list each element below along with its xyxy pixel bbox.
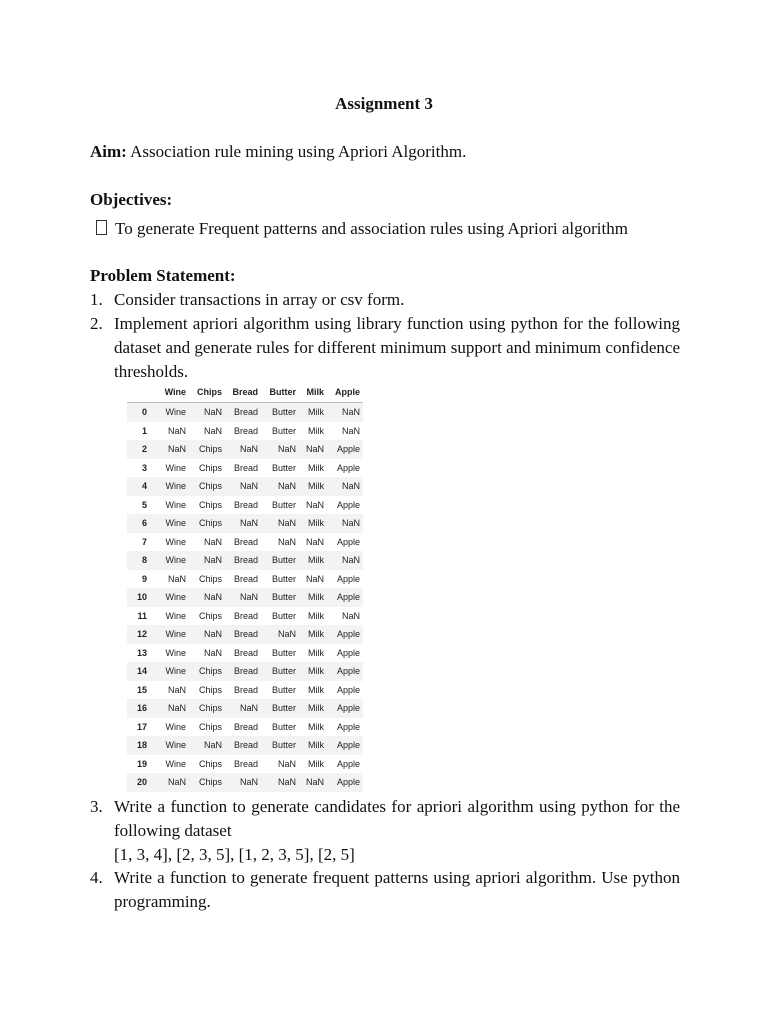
- table-cell: Chips: [199, 444, 223, 455]
- table-cell: Wine: [165, 647, 187, 658]
- table-cell: Bread: [233, 610, 259, 621]
- table-row: [127, 533, 363, 552]
- table-row: [127, 588, 363, 607]
- row-index: 9: [142, 573, 148, 584]
- page-title: Assignment 3: [335, 94, 433, 113]
- table-row: [127, 422, 363, 441]
- table-cell: Chips: [199, 518, 223, 529]
- table-row: [127, 755, 363, 774]
- table-cell: Wine: [165, 666, 187, 677]
- problem-item-text: Write a function to generate frequent patterns using apriori algorithm. Use python programming.: [114, 868, 680, 911]
- table-cell: NaN: [204, 425, 223, 436]
- table-row: [127, 607, 363, 626]
- table-row: [127, 644, 363, 663]
- table-cell: NaN: [204, 592, 223, 603]
- table-cell: NaN: [204, 740, 223, 751]
- table-cell: Milk: [308, 629, 325, 640]
- table-cell: Bread: [233, 462, 259, 473]
- table-cell: Apple: [336, 758, 361, 769]
- table-cell: Butter: [272, 647, 297, 658]
- index-header: [127, 382, 155, 403]
- table-cell: Bread: [233, 647, 259, 658]
- table-cell: Milk: [308, 610, 325, 621]
- table-cell: Milk: [308, 647, 325, 658]
- table-cell: Bread: [233, 555, 259, 566]
- table-cell: Butter: [272, 573, 297, 584]
- table-cell: Wine: [165, 758, 187, 769]
- table-cell: Butter: [272, 740, 297, 751]
- table-cell: Bread: [233, 740, 259, 751]
- table-row: [127, 625, 363, 644]
- table-cell: Milk: [308, 684, 325, 695]
- table-cell: Bread: [233, 758, 259, 769]
- table-cell: Bread: [233, 425, 259, 436]
- table-cell: NaN: [240, 592, 259, 603]
- row-index: 1: [142, 425, 148, 436]
- table-cell: Apple: [336, 573, 361, 584]
- table-cell: Wine: [165, 555, 187, 566]
- table-cell: Milk: [308, 740, 325, 751]
- table-cell: Milk: [308, 481, 325, 492]
- table-row: [127, 699, 363, 718]
- table-cell: NaN: [278, 629, 297, 640]
- problem-item-text: Implement apriori algorithm using library function using python for the following dataset and generate rules for different minimum support and minimum confidence thresholds.: [114, 314, 680, 381]
- table-cell: Milk: [308, 758, 325, 769]
- row-index: 15: [137, 684, 148, 695]
- table-cell: Chips: [199, 573, 223, 584]
- table-cell: Bread: [233, 407, 259, 418]
- table-cell: Apple: [336, 629, 361, 640]
- table-cell: Milk: [308, 666, 325, 677]
- table-cell: Bread: [233, 684, 259, 695]
- table-cell: Milk: [308, 592, 325, 603]
- table-row: [127, 662, 363, 681]
- table-cell: NaN: [204, 407, 223, 418]
- problem-item-number: 2.: [90, 314, 103, 333]
- table-cell: Bread: [233, 629, 259, 640]
- problem-item-2: [90, 312, 680, 384]
- table-cell: Butter: [272, 425, 297, 436]
- column-header: Chips: [189, 382, 225, 403]
- column-header: Bread: [225, 382, 261, 403]
- table-cell: NaN: [240, 518, 259, 529]
- problem-item-text: Write a function to generate candidates for apriori algorithm using python for the following dataset: [114, 797, 680, 840]
- row-index: 11: [137, 610, 148, 621]
- problem-item-4: [90, 866, 680, 914]
- row-index: 0: [142, 407, 148, 418]
- objective-text: To generate Frequent patterns and association rules using Apriori algorithm: [115, 219, 628, 238]
- table-cell: Bread: [233, 573, 259, 584]
- table-cell: Wine: [165, 462, 187, 473]
- table-cell: NaN: [278, 758, 297, 769]
- aim-label: Aim:: [90, 142, 127, 161]
- problem-item-number: 4.: [90, 868, 103, 887]
- row-index: 16: [137, 703, 148, 714]
- row-index: 6: [142, 518, 148, 529]
- row-index: 3: [142, 462, 148, 473]
- table-cell: NaN: [278, 518, 297, 529]
- table-cell: Chips: [199, 610, 223, 621]
- column-header: Wine: [155, 382, 189, 403]
- table-cell: Apple: [336, 647, 361, 658]
- table-cell: NaN: [168, 573, 187, 584]
- table-row: [127, 459, 363, 478]
- table-cell: Milk: [308, 407, 325, 418]
- table-row: [127, 681, 363, 700]
- row-index: 7: [142, 536, 148, 547]
- table-cell: Wine: [165, 499, 187, 510]
- table-cell: NaN: [306, 573, 325, 584]
- table-cell: NaN: [240, 444, 259, 455]
- table-cell: Chips: [199, 777, 223, 788]
- table-cell: Butter: [272, 592, 297, 603]
- table-cell: Butter: [272, 462, 297, 473]
- aim-line: [90, 142, 466, 162]
- table-cell: NaN: [278, 481, 297, 492]
- table-cell: Apple: [336, 499, 361, 510]
- table-row: [127, 514, 363, 533]
- table-cell: Wine: [165, 740, 187, 751]
- row-index: 14: [137, 666, 148, 677]
- table-cell: Wine: [165, 629, 187, 640]
- table-row: [127, 718, 363, 737]
- table-cell: Butter: [272, 555, 297, 566]
- table-cell: Bread: [233, 499, 259, 510]
- objective-item: [96, 219, 628, 239]
- table-cell: NaN: [240, 481, 259, 492]
- table-row: [127, 440, 363, 459]
- table-cell: Chips: [199, 481, 223, 492]
- table-cell: Bread: [233, 536, 259, 547]
- table-cell: NaN: [342, 610, 361, 621]
- table-cell: Apple: [336, 740, 361, 751]
- table-cell: Butter: [272, 721, 297, 732]
- table-cell: NaN: [168, 684, 187, 695]
- table-cell: Apple: [336, 721, 361, 732]
- table-cell: Apple: [336, 666, 361, 677]
- aim-text: Association rule mining using Apriori Algorithm.: [126, 142, 467, 161]
- table-cell: NaN: [168, 703, 187, 714]
- table-cell: Chips: [199, 499, 223, 510]
- table-cell: NaN: [240, 703, 259, 714]
- table-cell: NaN: [342, 555, 361, 566]
- table-cell: Chips: [199, 703, 223, 714]
- column-header: Butter: [261, 382, 299, 403]
- column-header: Milk: [299, 382, 327, 403]
- row-index: 10: [137, 592, 148, 603]
- row-index: 19: [137, 758, 148, 769]
- table-cell: Apple: [336, 462, 361, 473]
- problem-item-text: Consider transactions in array or csv form.: [114, 290, 405, 309]
- table-row: [127, 403, 363, 422]
- table-cell: Apple: [336, 703, 361, 714]
- row-index: 12: [137, 629, 148, 640]
- table-cell: Milk: [308, 721, 325, 732]
- table-cell: NaN: [168, 777, 187, 788]
- table-cell: NaN: [342, 425, 361, 436]
- problem-item-1: [90, 288, 680, 312]
- dataset-table: [127, 382, 363, 792]
- table-row: [127, 773, 363, 792]
- table-cell: NaN: [168, 444, 187, 455]
- table-cell: Wine: [165, 536, 187, 547]
- row-index: 20: [137, 777, 148, 788]
- table-cell: Milk: [308, 703, 325, 714]
- table-cell: Chips: [199, 758, 223, 769]
- table-cell: Chips: [199, 684, 223, 695]
- table-cell: Milk: [308, 555, 325, 566]
- table-cell: NaN: [168, 425, 187, 436]
- table-cell: NaN: [342, 407, 361, 418]
- problem-statement-heading: Problem Statement:: [90, 266, 236, 285]
- table-row: [127, 551, 363, 570]
- table-cell: NaN: [342, 518, 361, 529]
- table-cell: NaN: [204, 555, 223, 566]
- row-index: 18: [137, 740, 148, 751]
- row-index: 17: [137, 721, 148, 732]
- table-cell: Wine: [165, 407, 187, 418]
- table-row: [127, 736, 363, 755]
- table-cell: Apple: [336, 684, 361, 695]
- table-header-row: [127, 382, 363, 403]
- table-cell: Milk: [308, 425, 325, 436]
- table-cell: Chips: [199, 462, 223, 473]
- problem-item-dataset: [1, 3, 4], [2, 3, 5], [1, 2, 3, 5], [2, 5]: [114, 845, 355, 864]
- objectives-heading: Objectives:: [90, 190, 173, 209]
- table-cell: Apple: [336, 444, 361, 455]
- table-cell: NaN: [306, 536, 325, 547]
- table-cell: NaN: [204, 629, 223, 640]
- table-cell: Wine: [165, 721, 187, 732]
- table-cell: NaN: [278, 777, 297, 788]
- problem-item-3: [90, 795, 680, 867]
- problem-item-number: 1.: [90, 290, 103, 309]
- table-cell: Wine: [165, 610, 187, 621]
- column-header: Apple: [327, 382, 363, 403]
- row-index: 8: [142, 555, 148, 566]
- table-cell: Apple: [336, 777, 361, 788]
- table-cell: NaN: [306, 444, 325, 455]
- table-cell: Apple: [336, 536, 361, 547]
- table-cell: Apple: [336, 592, 361, 603]
- table-cell: NaN: [306, 777, 325, 788]
- table-cell: NaN: [278, 536, 297, 547]
- table-cell: Butter: [272, 610, 297, 621]
- table-cell: Butter: [272, 407, 297, 418]
- table-cell: Butter: [272, 684, 297, 695]
- table-cell: Bread: [233, 721, 259, 732]
- table-row: [127, 477, 363, 496]
- missing-glyph-bullet-icon: [96, 220, 107, 235]
- table-cell: Wine: [165, 592, 187, 603]
- table-cell: NaN: [278, 444, 297, 455]
- table-cell: Butter: [272, 666, 297, 677]
- problem-item-number: 3.: [90, 797, 103, 816]
- table-row: [127, 496, 363, 515]
- table-cell: Wine: [165, 481, 187, 492]
- table-cell: Bread: [233, 666, 259, 677]
- table-cell: Wine: [165, 518, 187, 529]
- row-index: 4: [142, 481, 148, 492]
- table-body: [127, 403, 363, 792]
- table-cell: NaN: [204, 647, 223, 658]
- row-index: 13: [137, 647, 148, 658]
- row-index: 2: [142, 444, 148, 455]
- table-cell: NaN: [204, 536, 223, 547]
- table-cell: NaN: [240, 777, 259, 788]
- table-cell: NaN: [342, 481, 361, 492]
- table-cell: Butter: [272, 703, 297, 714]
- table-cell: Chips: [199, 666, 223, 677]
- table-cell: Butter: [272, 499, 297, 510]
- table-cell: Milk: [308, 462, 325, 473]
- table-cell: NaN: [306, 499, 325, 510]
- table-cell: Chips: [199, 721, 223, 732]
- table-row: [127, 570, 363, 589]
- table-cell: Milk: [308, 518, 325, 529]
- row-index: 5: [142, 499, 148, 510]
